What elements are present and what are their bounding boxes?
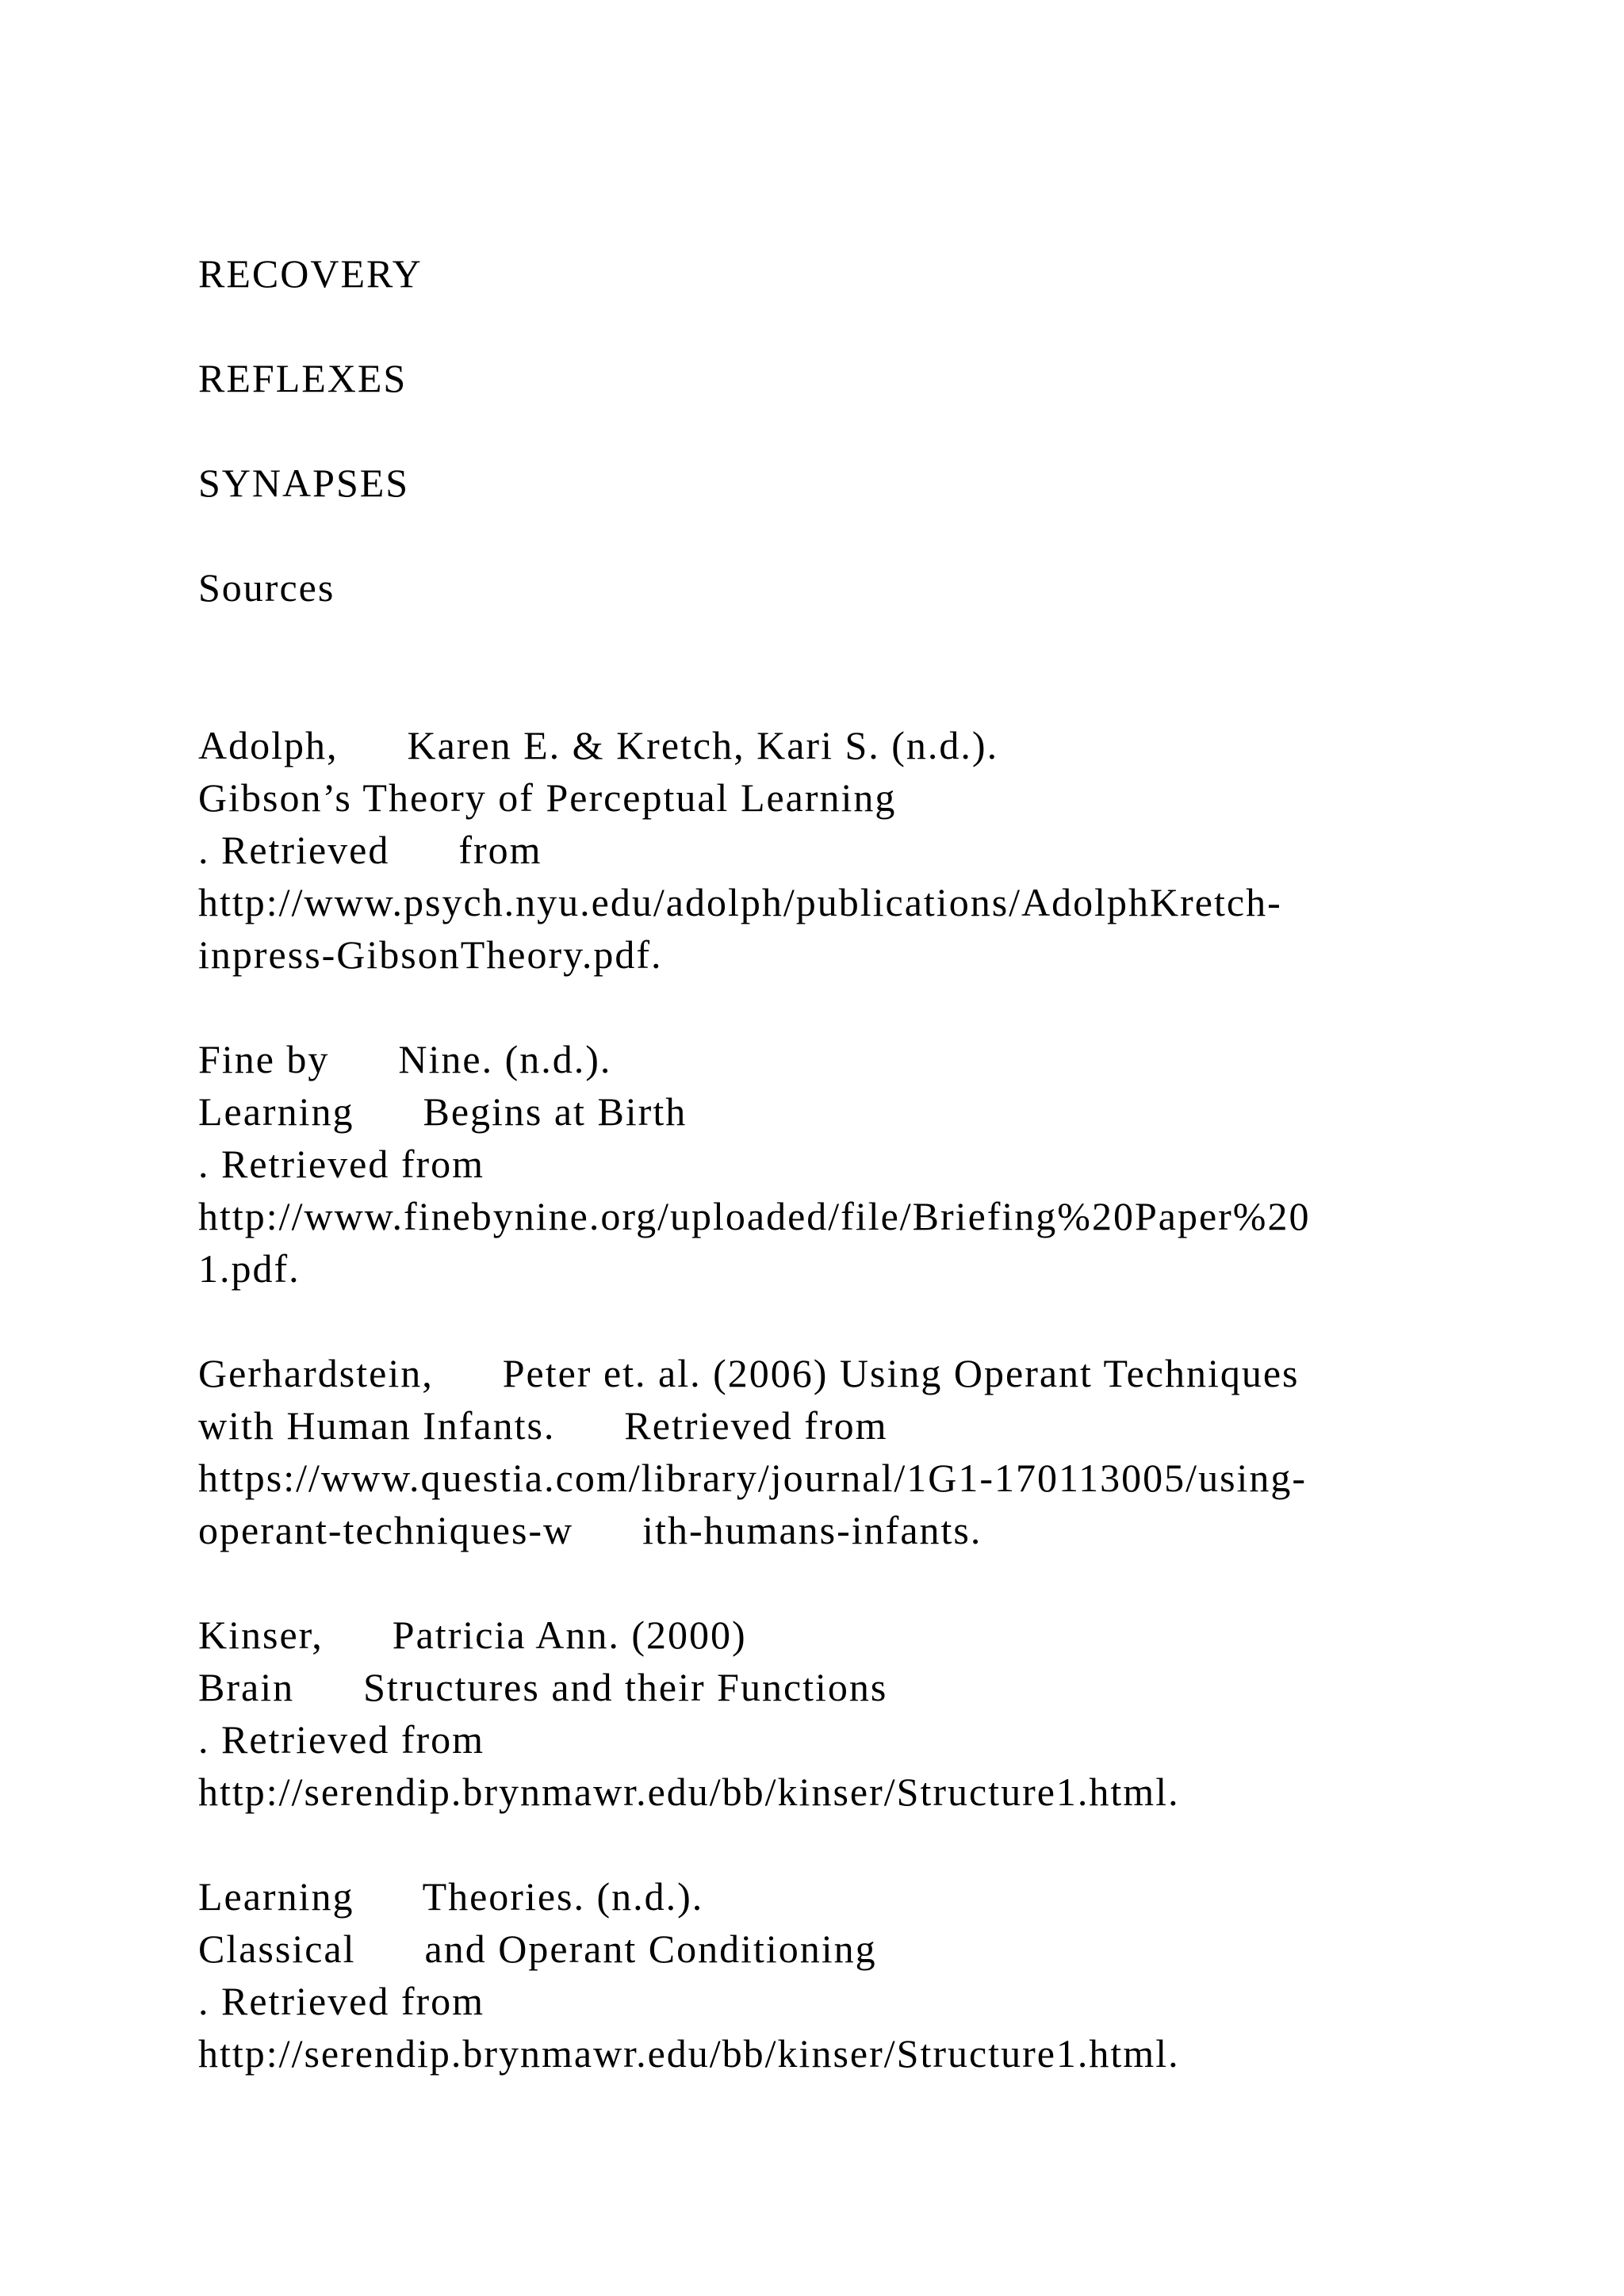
- heading-reflexes: REFLEXES: [198, 356, 408, 400]
- reference-url: http://www.finebynine.org/uploaded/file/Briefing%20Paper%20: [198, 1194, 1311, 1238]
- reference-url: operant-techniques-w ith-humans-infants.: [198, 1508, 982, 1552]
- reference-line: . Retrieved from: [198, 1142, 485, 1186]
- reference-url: http://www.psych.nyu.edu/adolph/publications/AdolphKretch-: [198, 880, 1282, 924]
- reference-url: https://www.questia.com/library/journal/1G1-170113005/using-: [198, 1456, 1308, 1500]
- heading-recovery: RECOVERY: [198, 251, 423, 296]
- reference-line: Kinser, Patricia Ann. (2000): [198, 1613, 747, 1657]
- reference-line: . Retrieved from: [198, 1717, 485, 1762]
- reference-line: . Retrieved from: [198, 1979, 485, 2023]
- reference-line: Gibson’s Theory of Perceptual Learning: [198, 775, 897, 820]
- reference-url: http://serendip.brynmawr.edu/bb/kinser/Structure1.html.: [198, 2031, 1180, 2076]
- reference-line: Classical and Operant Conditioning: [198, 1927, 877, 1971]
- reference-url: http://serendip.brynmawr.edu/bb/kinser/Structure1.html.: [198, 1770, 1180, 1814]
- reference-line: Brain Structures and their Functions: [198, 1665, 888, 1709]
- reference-line: . Retrieved from: [198, 828, 542, 872]
- reference-line: Learning Begins at Birth: [198, 1089, 688, 1134]
- heading-sources: Sources: [198, 565, 335, 610]
- reference-line: Fine by Nine. (n.d.).: [198, 1037, 612, 1081]
- reference-line: Learning Theories. (n.d.).: [198, 1874, 704, 1919]
- reference-url: 1.pdf.: [198, 1246, 301, 1291]
- heading-synapses: SYNAPSES: [198, 461, 410, 505]
- reference-line: with Human Infants. Retrieved from: [198, 1403, 888, 1448]
- reference-url: inpress-GibsonTheory.pdf.: [198, 932, 663, 977]
- reference-line: Adolph, Karen E. & Kretch, Kari S. (n.d.).: [198, 723, 999, 767]
- reference-line: Gerhardstein, Peter et. al. (2006) Using Operant Techniques: [198, 1351, 1300, 1395]
